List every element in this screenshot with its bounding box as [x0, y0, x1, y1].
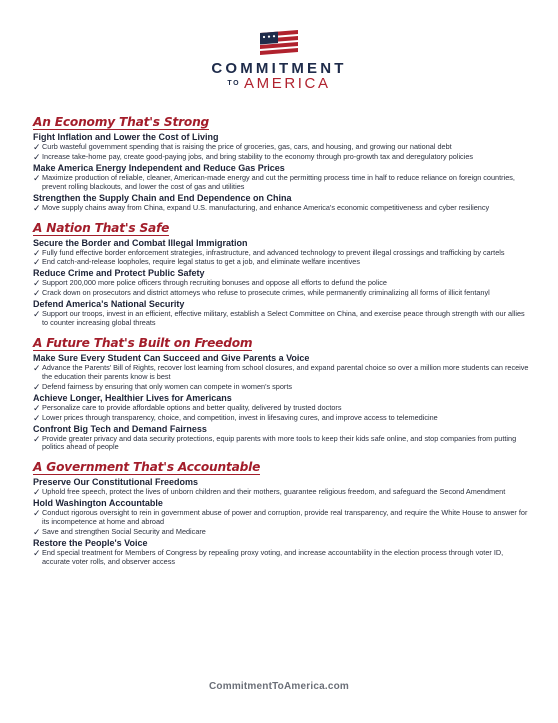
- subsection-heading: Fight Inflation and Lower the Cost of Living: [33, 132, 219, 142]
- bullet-item: [33, 289, 531, 298]
- subsection-heading: Restore the People's Voice: [33, 537, 148, 548]
- check-icon: ✓: [33, 309, 41, 320]
- brand-america: AMERICA: [244, 75, 331, 92]
- brand-name: COMMITMENT: [211, 60, 347, 77]
- bullet-text: End catch-and-release loopholes, require legal status to get a job, and eliminate welfare incentives: [42, 257, 361, 267]
- brand-subline: [0, 77, 558, 91]
- bullet-text: Crack down on prosecutors and district attorneys who refuse to prosecute crimes, while permanently criminalizing all forms of illicit fentanyl: [42, 288, 490, 298]
- bullet-item: [33, 204, 531, 213]
- bullet-item: [33, 143, 531, 152]
- bullet-text: Defend fairness by ensuring that only women can compete in women's sports: [42, 381, 293, 391]
- check-icon: ✓: [33, 412, 41, 423]
- subsection-heading: Make Sure Every Student Can Succeed and Give Parents a Voice: [33, 352, 310, 363]
- check-icon: ✓: [33, 202, 41, 213]
- check-icon: ✓: [33, 381, 41, 392]
- bullet-item: [33, 258, 531, 267]
- bullet-text: Move supply chains away from China, expand U.S. manufacturing, and enhance America's economic competitiveness and cyber resiliency: [42, 202, 490, 212]
- bullet-text: Curb wasteful government spending that is raising the price of groceries, gas, cars, and housing, and growing our national debt: [42, 142, 452, 151]
- bullet-text: Uphold free speech, protect the lives of unborn children and their mothers, guarantee religious freedom, and safeguard the Second Amendment: [42, 487, 506, 497]
- check-icon: ✓: [33, 402, 41, 413]
- bullet-text: Provide greater privacy and data security protections, equip parents with more tools to keep their kids safe online, and stop companies from putting politics ahead of people: [42, 433, 517, 452]
- brand-to: TO: [227, 80, 241, 87]
- bullet-text: Support our troops, invest in an efficient, effective military, establish a Select Committee on China, and exercise peace through strength with our allies to counter increasing global threats: [42, 309, 525, 328]
- bullet-item: [33, 249, 531, 258]
- check-icon: ✓: [33, 142, 41, 152]
- check-icon: ✓: [33, 257, 41, 268]
- check-icon: ✓: [33, 527, 41, 538]
- bullet-item: [33, 414, 531, 423]
- bullet-text: Personalize care to provide affordable options and better quality, delivered by trusted doctors: [42, 402, 342, 412]
- subsection-heading: Strengthen the Supply Chain and End Dependence on China: [33, 192, 292, 203]
- footer-url[interactable]: CommitmentToAmerica.com: [209, 681, 349, 692]
- bullet-text: Maximize production of reliable, cleaner, American-made energy and cut the permitting process time in half to reduce reliance on foreign countries, prevent rolling blackouts, and lower the cost of gas and utilities: [42, 172, 515, 191]
- bullet-item: [33, 528, 531, 537]
- subsection-heading: Reduce Crime and Protect Public Safety: [33, 268, 205, 279]
- check-icon: ✓: [33, 288, 41, 299]
- check-icon: ✓: [33, 247, 41, 258]
- check-icon: ✓: [33, 433, 41, 444]
- section-title: A Nation That's Safe: [33, 220, 170, 235]
- subsection-heading: Hold Washington Accountable: [33, 498, 163, 509]
- check-icon: ✓: [33, 487, 41, 498]
- bullet-item: [33, 383, 531, 392]
- bullet-item: [33, 509, 531, 527]
- bullet-item: [33, 279, 531, 288]
- agenda-content: [33, 113, 531, 570]
- bullet-text: Lower prices through transparency, choice, and competition, invest in lifesaving cures, and improve access to telemedicine: [42, 412, 438, 422]
- logo: [0, 30, 558, 91]
- bullet-text: Conduct rigorous oversight to rein in government abuse of power and corruption, provide real transparency, and require the White House to answer for its incompetence at home and abroad: [42, 508, 528, 527]
- section: [33, 458, 531, 566]
- bullet-text: Increase take-home pay, create good-paying jobs, and bring stability to the economy through pro-growth tax and deregulatory policies: [42, 151, 474, 161]
- section-title: An Economy That's Strong: [33, 115, 210, 129]
- bullet-item: [33, 153, 531, 162]
- bullet-item: [33, 174, 531, 192]
- check-icon: ✓: [33, 508, 41, 519]
- check-icon: ✓: [33, 151, 41, 162]
- bullet-text: End special treatment for Members of Congress by repealing proxy voting, and increase accountability in the election process through voter ID, accurate voter rolls, and observer access: [42, 547, 504, 566]
- bullet-text: Save and strengthen Social Security and Medicare: [42, 527, 206, 537]
- subsection-heading: Confront Big Tech and Demand Fairness: [33, 423, 207, 434]
- subsection-heading: Make America Energy Independent and Reduce Gas Prices: [33, 162, 285, 173]
- section: [33, 334, 531, 452]
- bullet-item: [33, 404, 531, 413]
- bullet-item: [33, 549, 531, 567]
- section-title: A Future That's Built on Freedom: [33, 335, 253, 350]
- bullet-item: [33, 435, 531, 453]
- check-icon: ✓: [33, 547, 41, 558]
- check-icon: ✓: [33, 362, 41, 373]
- check-icon: ✓: [33, 278, 41, 289]
- subsection-heading: Secure the Border and Combat Illegal Immigration: [33, 237, 248, 248]
- bullet-text: Advance the Parents' Bill of Rights, recover lost learning from school closures, and expand parental choice so over a million more students can receive the education their parents know is best: [42, 362, 529, 381]
- section: [33, 113, 531, 213]
- section: [33, 219, 531, 328]
- flag-icon: [258, 30, 300, 58]
- bullet-item: [33, 488, 531, 497]
- bullet-text: Fully fund effective border enforcement strategies, infrastructure, and advanced technology to prevent illegal crossings and trafficking by cartels: [42, 247, 505, 257]
- section-title: A Government That's Accountable: [33, 460, 261, 475]
- bullet-item: [33, 364, 531, 382]
- check-icon: ✓: [33, 172, 41, 183]
- bullet-text: Support 200,000 more police officers through recruiting bonuses and oppose all efforts to defund the police: [42, 278, 387, 288]
- subsection-heading: Preserve Our Constitutional Freedoms: [33, 477, 199, 488]
- subsection-heading: Defend America's National Security: [33, 299, 185, 310]
- bullet-item: [33, 310, 531, 328]
- subsection-heading: Achieve Longer, Healthier Lives for Americans: [33, 392, 232, 403]
